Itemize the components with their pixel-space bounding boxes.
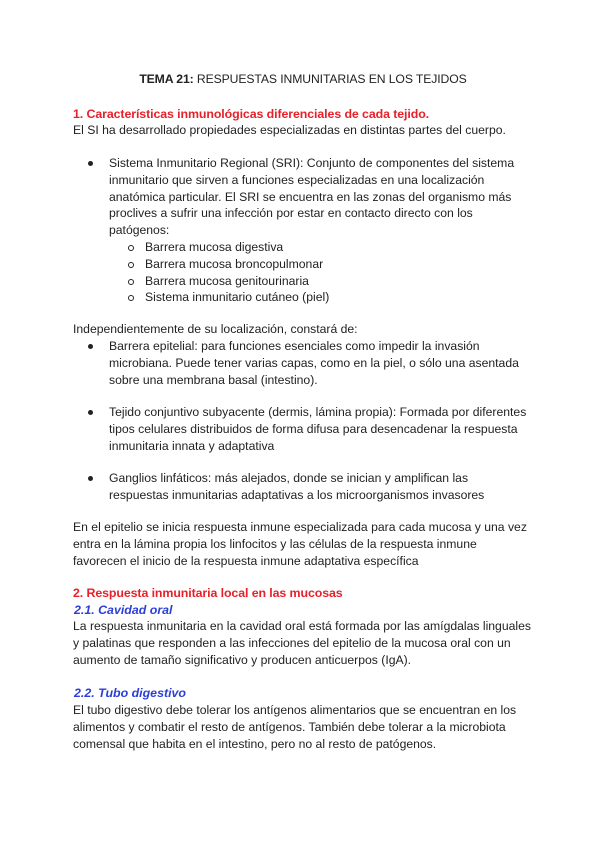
sri-subitem: Barrera mucosa digestiva xyxy=(109,239,519,256)
bullet-dot xyxy=(88,410,93,415)
sri-sublist xyxy=(109,239,519,306)
title-topic-number: TEMA 21: xyxy=(139,72,194,86)
section1-closing: En el epitelio se inicia respuesta inmune especializada para cada mucosa y una vez entra en la lámina propia los linfocitos y las células de la respuesta inmune favorecen el inicio de la respuesta inmune adaptativa específica xyxy=(73,520,527,568)
section1-heading: 1. Características inmunológicas diferenciales de cada tejido. xyxy=(73,107,430,121)
bullet-dot xyxy=(88,344,93,349)
sri-subitem: Sistema inmunitario cutáneo (piel) xyxy=(109,289,519,306)
bullet-ring xyxy=(128,262,134,268)
page-title xyxy=(133,71,473,88)
bullet-ring xyxy=(128,279,134,285)
component-bullet: Barrera epitelial: para funciones esenciales como impedir la invasión microbiana. Puede tener varias capas, como en la piel, o sólo una asentada sobre una membrana basal (intestino). xyxy=(109,338,527,388)
independent-text: Independientemente de su localización, constará de: xyxy=(73,322,358,336)
bullet-dot xyxy=(88,476,93,481)
subsection-oral-heading: 2.1. Cavidad oral xyxy=(74,603,173,617)
sri-text: Sistema Inmunitario Regional (SRI): Conjunto de componentes del sistema inmunitario que sirven a funciones especializadas en una localización anatómica particular. El SRI se encuentra en las zonas del organismo más proclives a sufrir una infección por estar en contacto directo con los patógenos: xyxy=(109,156,515,238)
bullet-ring xyxy=(128,245,134,251)
subsection-digestive-heading: 2.2. Tubo digestivo xyxy=(74,686,186,700)
sri-subitem: Barrera mucosa genitourinaria xyxy=(109,273,519,290)
section2-heading: 2. Respuesta inmunitaria local en las mucosas xyxy=(73,586,343,600)
sri-subitem: Barrera mucosa broncopulmonar xyxy=(109,256,519,273)
title-text: RESPUESTAS INMUNITARIAS EN LOS TEJIDOS xyxy=(193,72,467,86)
bullet-ring xyxy=(128,295,134,301)
subsection-oral-text: La respuesta inmunitaria en la cavidad oral está formada por las amígdalas linguales y palatinas que responden a las infecciones del epitelio de la mucosa oral con un aumento de tamaño significativo y producen anticuerpos (IgA). xyxy=(73,619,531,667)
component-bullet: Ganglios linfáticos: más alejados, donde se inician y amplifican las respuestas inmunitarias adaptativas a los microorganismos invasores xyxy=(109,470,509,504)
component-bullet: Tejido conjuntivo subyacente (dermis, lámina propia): Formada por diferentes tipos celulares distribuidos de forma difusa para desencadenar la respuesta inmunitaria innata y adaptativa xyxy=(109,404,527,454)
section1-intro: El SI ha desarrollado propiedades especializadas en distintas partes del cuerpo. xyxy=(73,123,506,137)
sri-bullet xyxy=(109,155,519,306)
bullet-dot xyxy=(88,161,93,166)
subsection-digestive-text: El tubo digestivo debe tolerar los antígenos alimentarios que se encuentran en los alimentos y combatir el resto de antígenos. También debe tolerar a la microbiota comensal que habita en el intestino, pero no al resto de patógenos. xyxy=(73,703,517,751)
